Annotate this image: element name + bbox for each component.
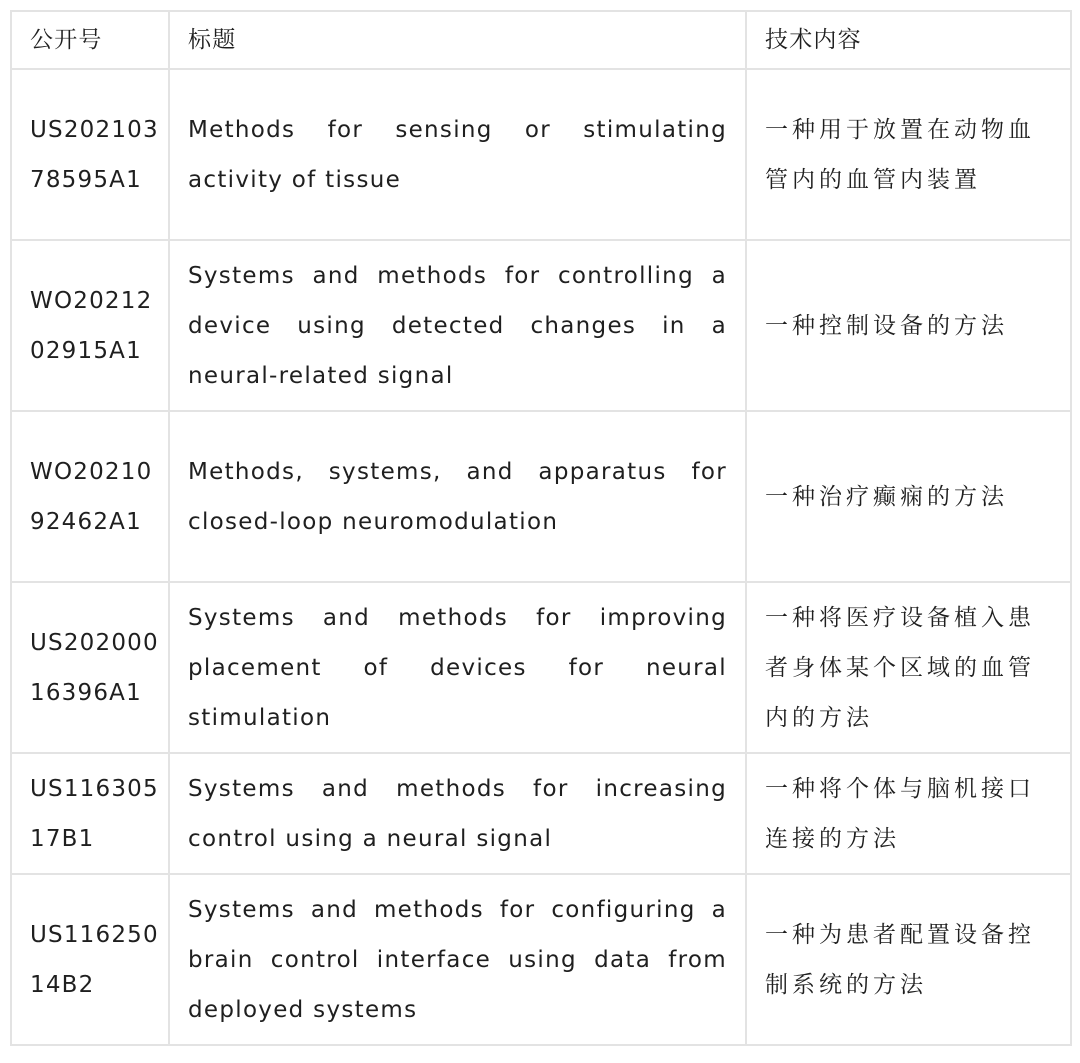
header-publication-number: 公开号	[11, 11, 169, 69]
title-cell: Systems and methods for configuring a brain control interface using data from deployed systems	[169, 874, 746, 1045]
technical-content-cell: 一种将医疗设备植入患者身体某个区域的血管内的方法	[746, 582, 1071, 753]
publication-number-cell: WO2021202915A1	[11, 240, 169, 411]
title-cell: Methods, systems, and apparatus for closed-loop neuromodulation	[169, 411, 746, 582]
title-cell: Systems and methods for increasing control using a neural signal	[169, 753, 746, 874]
technical-content-cell: 一种用于放置在动物血管内的血管内装置	[746, 69, 1071, 240]
publication-number-cell: US11625014B2	[11, 874, 169, 1045]
technical-content-cell: 一种治疗癫痫的方法	[746, 411, 1071, 582]
header-technical-content: 技术内容	[746, 11, 1071, 69]
table-row	[11, 753, 1071, 874]
table-row	[11, 411, 1071, 582]
table-row	[11, 240, 1071, 411]
table-row	[11, 69, 1071, 240]
publication-number-cell: US20200016396A1	[11, 582, 169, 753]
publication-number-cell: US20210378595A1	[11, 69, 169, 240]
technical-content-cell: 一种为患者配置设备控制系统的方法	[746, 874, 1071, 1045]
title-cell: Methods for sensing or stimulating activity of tissue	[169, 69, 746, 240]
publication-number-cell: US11630517B1	[11, 753, 169, 874]
technical-content-cell: 一种将个体与脑机接口连接的方法	[746, 753, 1071, 874]
technical-content-cell: 一种控制设备的方法	[746, 240, 1071, 411]
publication-number-cell: WO2021092462A1	[11, 411, 169, 582]
title-cell: Systems and methods for improving placement of devices for neural stimulation	[169, 582, 746, 753]
title-cell: Systems and methods for controlling a device using detected changes in a neural-related signal	[169, 240, 746, 411]
patent-table	[10, 10, 1072, 1046]
table-row	[11, 582, 1071, 753]
table-row	[11, 874, 1071, 1045]
header-title: 标题	[169, 11, 746, 69]
table-header-row	[11, 11, 1071, 69]
